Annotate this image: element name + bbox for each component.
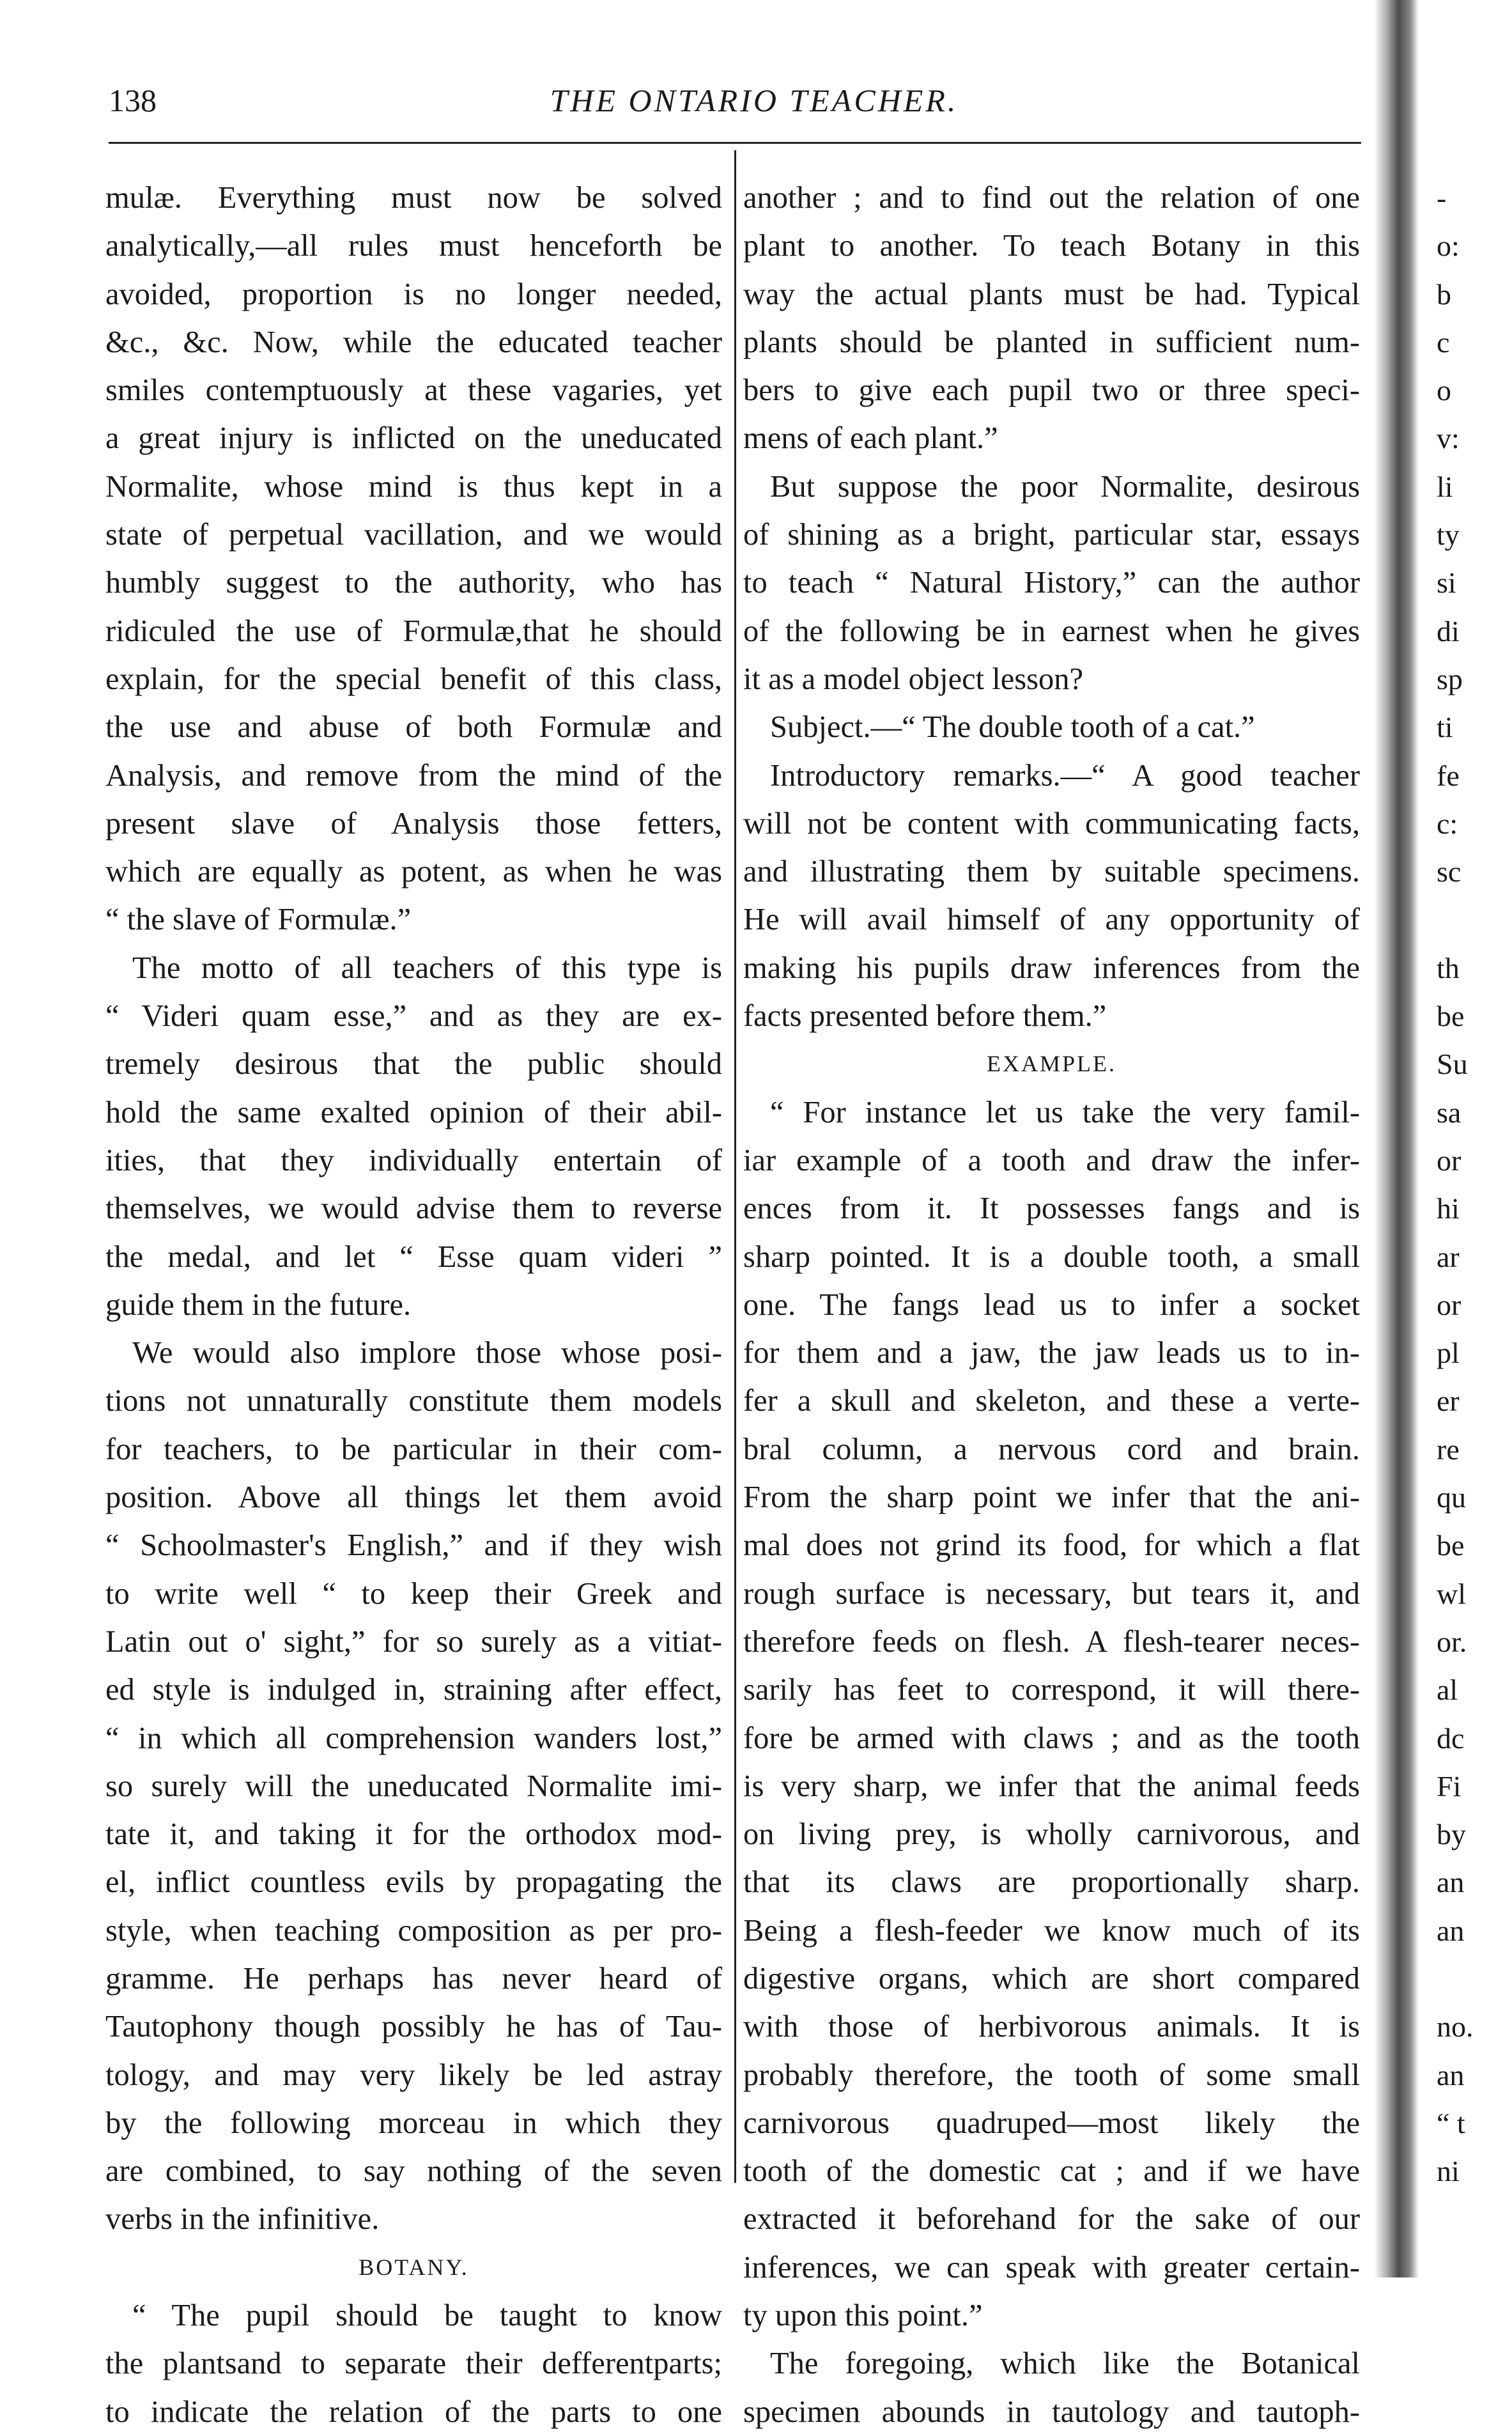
text-line: and illustrating them by suitable specimens. — [743, 855, 1360, 889]
margin-fragment — [1437, 2388, 1512, 2436]
text-line: by the following morceau in which they — [105, 2106, 722, 2140]
margin-fragment — [1437, 1955, 1512, 2003]
text-line: state of perpetual vacillation, and we would — [105, 518, 722, 552]
text-line: digestive organs, which are short compared — [743, 1961, 1360, 1996]
text-line: el, inflict countless evils by propagating the — [105, 1865, 722, 1900]
margin-fragment: hi — [1437, 1192, 1460, 1225]
text-line: hold the same exalted opinion of their abil- — [105, 1095, 722, 1129]
text-line: fer a skull and skeleton, and these a verte- — [743, 1384, 1360, 1418]
text-line: tology, and may very likely be led astray — [105, 2058, 722, 2092]
text-line: rough surface is necessary, but tears it, and — [743, 1576, 1360, 1611]
text-line: making his pupils draw inferences from the — [743, 950, 1360, 985]
text-line: tions not unnaturally constitute them models — [105, 1384, 722, 1418]
left-column — [105, 174, 722, 2436]
text-line: to teach “ Natural History,” can the author — [743, 566, 1360, 600]
text-line: smiles contemptuously at these vagaries, yet — [105, 373, 722, 408]
margin-fragment: or — [1437, 1144, 1462, 1177]
text-line: ty upon this point.” — [743, 2299, 983, 2333]
text-line: specimen abounds in tautology and tautoph- — [743, 2394, 1360, 2429]
text-line: tooth of the domestic cat ; and if we have — [743, 2154, 1360, 2189]
text-line: “ Schoolmaster's English,” and if they wish — [105, 1528, 722, 1563]
margin-fragment: sp — [1437, 662, 1463, 695]
margin-fragment: ar — [1437, 1240, 1460, 1273]
margin-fragment: sa — [1437, 1096, 1462, 1129]
text-line: to indicate the relation of the parts to one — [105, 2394, 722, 2429]
text-line: From the sharp point we infer that the ani- — [743, 1480, 1360, 1515]
text-line: Analysis, and remove from the mind of the — [105, 758, 722, 793]
margin-fragment: li — [1437, 470, 1453, 503]
text-line: of the following be in earnest when he gives — [743, 614, 1360, 648]
margin-fragment: - — [1437, 182, 1447, 214]
page-number: 138 — [109, 82, 157, 118]
margin-fragment: er — [1437, 1385, 1460, 1418]
text-line: for teachers, to be particular in their com- — [105, 1432, 722, 1466]
section-heading: BOTANY. — [359, 2254, 469, 2280]
text-line: &c., &c. Now, while the educated teacher — [105, 325, 722, 359]
text-line: analytically,—all rules must henceforth be — [105, 229, 722, 263]
header-rule — [109, 142, 1361, 144]
margin-fragment: an — [1437, 2058, 1465, 2091]
text-line: Normalite, whose mind is thus kept in a — [105, 469, 722, 504]
text-line: fore be armed with claws ; and as the tooth — [743, 1721, 1360, 1755]
margin-fragment: c: — [1437, 807, 1458, 840]
text-line: so surely will the uneducated Normalite imi- — [105, 1769, 722, 1803]
section-heading: EXAMPLE. — [987, 1051, 1116, 1077]
margin-fragment: al — [1437, 1673, 1458, 1707]
text-line: ridiculed the use of Formulæ,that he should — [105, 614, 722, 648]
margin-fragment — [1437, 2195, 1512, 2243]
text-line: is very sharp, we infer that the animal feeds — [743, 1769, 1360, 1803]
adjacent-page-fragments — [1437, 174, 1512, 2436]
text-line: ities, that they individually entertain of — [105, 1143, 722, 1177]
text-line: He will avail himself of any opportunity of — [743, 903, 1360, 937]
text-line: another ; and to find out the relation of one — [743, 181, 1360, 215]
text-line: avoided, proportion is no longer needed, — [105, 277, 722, 311]
text-line: will not be content with communicating facts, — [743, 806, 1360, 841]
margin-fragment: dc — [1437, 1721, 1465, 1755]
margin-fragment — [1437, 2292, 1512, 2339]
margin-fragment: by — [1437, 1818, 1466, 1851]
text-line: inferences, we can speak with greater certain- — [743, 2250, 1360, 2285]
text-line: way the actual plants must be had. Typical — [743, 277, 1360, 311]
text-line: Subject.—“ The double tooth of a cat.” — [770, 710, 1255, 745]
margin-fragment: or — [1437, 1288, 1462, 1321]
margin-fragment: o — [1437, 374, 1451, 407]
text-line: The foregoing, which like the Botanical — [770, 2347, 1360, 2381]
margin-fragment: or. — [1437, 1625, 1467, 1658]
margin-fragment: ty — [1437, 518, 1460, 552]
margin-fragment: b — [1437, 277, 1451, 311]
margin-fragment: ni — [1437, 2155, 1460, 2188]
text-line: “ For instance let us take the very famil- — [770, 1095, 1360, 1129]
text-line: plant to another. To teach Botany in this — [743, 229, 1360, 263]
margin-fragment: sc — [1437, 855, 1462, 888]
text-line: tate it, and taking it for the orthodox mod- — [105, 1817, 722, 1852]
text-line: ences from it. It possesses fangs and is — [743, 1191, 1360, 1226]
margin-fragment: si — [1437, 566, 1456, 600]
text-line: are combined, to say nothing of the seven — [105, 2154, 722, 2189]
margin-fragment: fe — [1437, 759, 1460, 792]
text-line: on living prey, is wholly carnivorous, and — [743, 1817, 1360, 1852]
text-line: gramme. He perhaps has never heard of — [105, 1961, 722, 1996]
margin-fragment: di — [1437, 614, 1460, 648]
margin-fragment: v: — [1437, 422, 1460, 455]
text-line: ed style is indulged in, straining after effect, — [105, 1673, 722, 1707]
text-line: with those of herbivorous animals. It is — [743, 2010, 1360, 2044]
text-line: themselves, we would advise them to reverse — [105, 1191, 722, 1226]
page-header — [109, 75, 1361, 127]
text-line: tremely desirous that the public should — [105, 1047, 722, 1082]
margin-fragment: be — [1437, 1529, 1465, 1562]
text-line: which are equally as potent, as when he was — [105, 855, 722, 889]
text-line: therefore feeds on flesh. A flesh-tearer neces- — [743, 1624, 1360, 1659]
text-line: sharp pointed. It is a double tooth, a small — [743, 1239, 1360, 1274]
text-line: We would also implore those whose posi- — [132, 1336, 722, 1370]
text-line: of shining as a bright, particular star, essays — [743, 518, 1360, 552]
margin-fragment: wl — [1437, 1577, 1466, 1610]
margin-fragment: an — [1437, 1866, 1465, 1899]
text-line: But suppose the poor Normalite, desirous — [770, 469, 1360, 504]
text-line: Latin out o' sight,” for so surely as a vitiat- — [105, 1624, 722, 1659]
margin-fragment: an — [1437, 1914, 1465, 1947]
margin-fragment: th — [1437, 951, 1460, 984]
text-line: bral column, a nervous cord and brain. — [743, 1432, 1360, 1466]
text-line: Tautophony though possibly he has of Tau- — [105, 2010, 722, 2044]
margin-fragment: pl — [1437, 1337, 1460, 1370]
text-line: “ The pupil should be taught to know — [132, 2299, 722, 2333]
margin-fragment: c — [1437, 325, 1450, 359]
column-divider — [734, 150, 736, 2183]
margin-fragment — [1437, 2339, 1512, 2387]
margin-fragment: be — [1437, 1000, 1465, 1033]
margin-fragment: “ t — [1437, 2106, 1465, 2139]
margin-fragment — [1437, 896, 1512, 943]
text-line: iar example of a tooth and draw the infer- — [743, 1143, 1360, 1177]
text-line: the plantsand to separate their defferentparts; — [105, 2347, 722, 2381]
text-line: The motto of all teachers of this type is — [132, 950, 722, 985]
text-line: mal does not grind its food, for which a flat — [743, 1528, 1360, 1563]
text-line: one. The fangs lead us to infer a socket — [743, 1287, 1360, 1322]
text-line: explain, for the special benefit of this class, — [105, 662, 722, 696]
margin-fragment — [1437, 2244, 1512, 2292]
text-line: mulæ. Everything must now be solved — [105, 181, 722, 215]
text-line: bers to give each pupil two or three speci- — [743, 373, 1360, 408]
margin-fragment: Su — [1437, 1048, 1468, 1081]
text-line: it as a model object lesson? — [743, 662, 1084, 696]
margin-fragment: qu — [1437, 1481, 1466, 1514]
text-line: carnivorous quadruped—most likely the — [743, 2106, 1360, 2140]
text-line: sarily has feet to correspond, it will there- — [743, 1673, 1360, 1707]
page-gutter-shadow — [1374, 0, 1419, 2277]
margin-fragment: o: — [1437, 229, 1460, 263]
text-line: Introductory remarks.—“ A good teacher — [770, 758, 1360, 793]
text-line: the medal, and let “ Esse quam videri ” — [105, 1239, 722, 1274]
text-line: mens of each plant.” — [743, 421, 998, 456]
text-line: “ the slave of Formulæ.” — [105, 903, 412, 937]
text-line: “ in which all comprehension wanders lost,” — [105, 1721, 722, 1755]
text-line: plants should be planted in sufficient num- — [743, 325, 1360, 359]
margin-fragment: ti — [1437, 711, 1453, 744]
text-line: humbly suggest to the authority, who has — [105, 566, 722, 600]
text-line: extracted it beforehand for the sake of our — [743, 2202, 1360, 2237]
text-line: probably therefore, the tooth of some small — [743, 2058, 1360, 2092]
margin-fragment: no. — [1437, 2010, 1474, 2044]
text-line: position. Above all things let them avoid — [105, 1480, 722, 1515]
right-column — [743, 174, 1360, 2436]
text-line: that its claws are proportionally sharp. — [743, 1865, 1360, 1900]
text-line: “ Videri quam esse,” and as they are ex- — [105, 999, 722, 1034]
margin-fragment: re — [1437, 1432, 1460, 1466]
running-title: THE ONTARIO TEACHER. — [550, 82, 959, 118]
text-line: the use and abuse of both Formulæ and — [105, 710, 722, 745]
text-line: to write well “ to keep their Greek and — [105, 1576, 722, 1611]
text-line: verbs in the infinitive. — [105, 2202, 380, 2237]
text-line: facts presented before them.” — [743, 999, 1107, 1034]
text-line: guide them in the future. — [105, 1287, 412, 1322]
text-line: Being a flesh-feeder we know much of its — [743, 1913, 1360, 1948]
text-line: present slave of Analysis those fetters, — [105, 806, 722, 841]
margin-fragment: Fi — [1437, 1769, 1462, 1803]
text-line: a great injury is inflicted on the uneducated — [105, 421, 722, 456]
text-line: style, when teaching composition as per pro- — [105, 1913, 722, 1948]
text-line: for them and a jaw, the jaw leads us to in- — [743, 1336, 1360, 1370]
